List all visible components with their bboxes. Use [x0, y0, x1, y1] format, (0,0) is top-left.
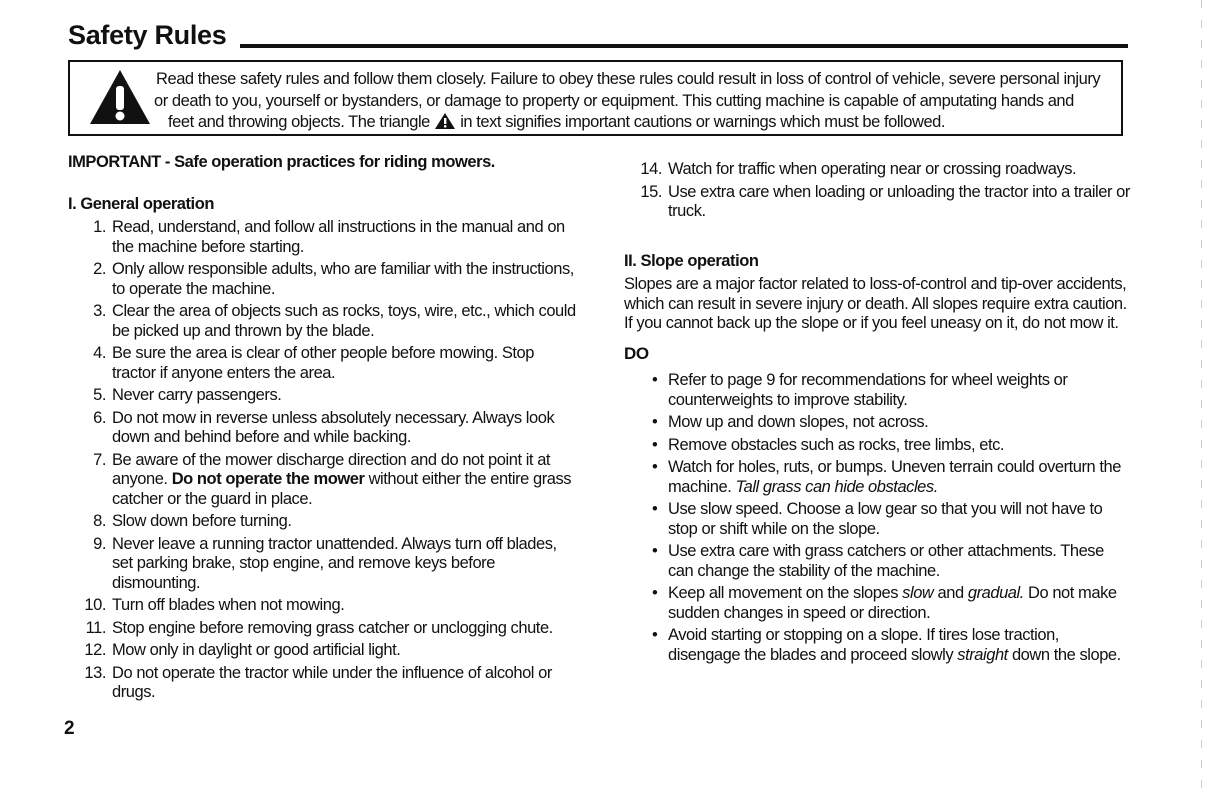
warning-line-1: Read these safety rules and follow them closely. Failure to obey these rules could result in loss of control of vehicle, severe personal injury	[156, 70, 1101, 88]
list-item: 1. Read, understand, and follow all instructions in the manual and on the machine before starting.	[93, 218, 565, 256]
list-item: 14. Watch for traffic when operating near or crossing roadways.	[640, 160, 1077, 178]
left-column	[68, 153, 576, 706]
safety-warning-box	[68, 60, 1123, 136]
warning-line-2: or death to you, yourself or bystanders, or damage to property or equipment. This cutting machine is capable of amputating hands and	[154, 91, 1074, 110]
general-operation-list-continued	[624, 160, 1130, 222]
scan-edge-line	[1201, 0, 1202, 790]
list-item: 15. Use extra care when loading or unloading the tractor into a trailer or truck.	[640, 182, 1130, 220]
do-heading: DO	[624, 343, 649, 363]
slope-paragraph: Slopes are a major factor related to loss-of-control and tip-over accidents, which can result in severe injury or death. All slopes require extra caution. If you cannot back up the slope or if you feel uneasy on it, do not mow it.	[624, 275, 1127, 332]
list-item: 11. Stop engine before removing grass catcher or unclogging chute.	[85, 618, 553, 637]
page-number: 2	[64, 718, 75, 739]
general-operation-heading: I. General operation	[68, 194, 214, 213]
list-item: 4. Be sure the area is clear of other people before mowing. Stop tractor if anyone enters the area.	[93, 344, 534, 382]
warning-line-3-start: feet and throwing objects. The triangle	[168, 113, 430, 131]
list-item: • Refer to page 9 for recommendations for wheel weights or counterweights to improve stability.	[652, 371, 1068, 409]
do-list	[624, 371, 1130, 665]
right-column	[624, 160, 1130, 668]
list-item: • Watch for holes, ruts, or bumps. Uneven terrain could overturn the machine. Tall grass can hide obstacles.	[652, 458, 1121, 496]
list-item: • Remove obstacles such as rocks, tree limbs, etc.	[652, 435, 1005, 454]
list-item: • Avoid starting or stopping on a slope. If tires lose traction, disengage the blades and proceed slowly straight down the slope.	[652, 626, 1121, 664]
list-item: • Use extra care with grass catchers or other attachments. These can change the stability of the machine.	[652, 542, 1104, 580]
warning-text	[154, 69, 1120, 134]
page-title: Safety Rules	[68, 20, 227, 50]
inline-warning-triangle-icon	[434, 112, 456, 130]
list-item: • Mow up and down slopes, not across.	[652, 413, 929, 431]
list-item: 5. Never carry passengers.	[93, 386, 282, 404]
warning-line-3	[154, 112, 1120, 134]
list-item: 8. Slow down before turning.	[93, 512, 292, 530]
list-item: 13. Do not operate the tractor while under the influence of alcohol or drugs.	[84, 663, 552, 701]
list-item: • Keep all movement on the slopes slow and gradual. Do not make sudden changes in speed or direction.	[652, 584, 1117, 622]
list-item: 10. Turn off blades when not mowing.	[84, 596, 345, 614]
list-item: 12. Mow only in daylight or good artificial light.	[84, 641, 401, 659]
list-item: 3. Clear the area of objects such as rocks, toys, wire, etc., which could be picked up and thrown by the blade.	[93, 302, 576, 340]
warning-triangle-icon	[88, 68, 152, 126]
list-item: 6. Do not mow in reverse unless absolutely necessary. Always look down and behind before and while backing.	[93, 408, 555, 446]
list-item: • Use slow speed. Choose a low gear so that you will not have to stop or shift while on the slope.	[652, 500, 1103, 538]
slope-operation-heading: II. Slope operation	[624, 251, 759, 270]
warning-line-3-end: in text signifies important cautions or warnings which must be followed.	[460, 113, 946, 131]
general-operation-list	[68, 218, 576, 703]
list-item: 7. Be aware of the mower discharge direction and do not point it at anyone. Do not operate the mower without either the entire grass catcher or the guard in place.	[93, 450, 572, 508]
list-item: 2. Only allow responsible adults, who are familiar with the instructions, to operate the machine.	[93, 260, 574, 298]
list-item: 9. Never leave a running tractor unattended. Always turn off blades, set parking brake, stop engine, and remove keys before dismounting.	[93, 534, 557, 592]
title-rule	[240, 44, 1128, 48]
important-heading: IMPORTANT - Safe operation practices for riding mowers.	[68, 153, 495, 171]
